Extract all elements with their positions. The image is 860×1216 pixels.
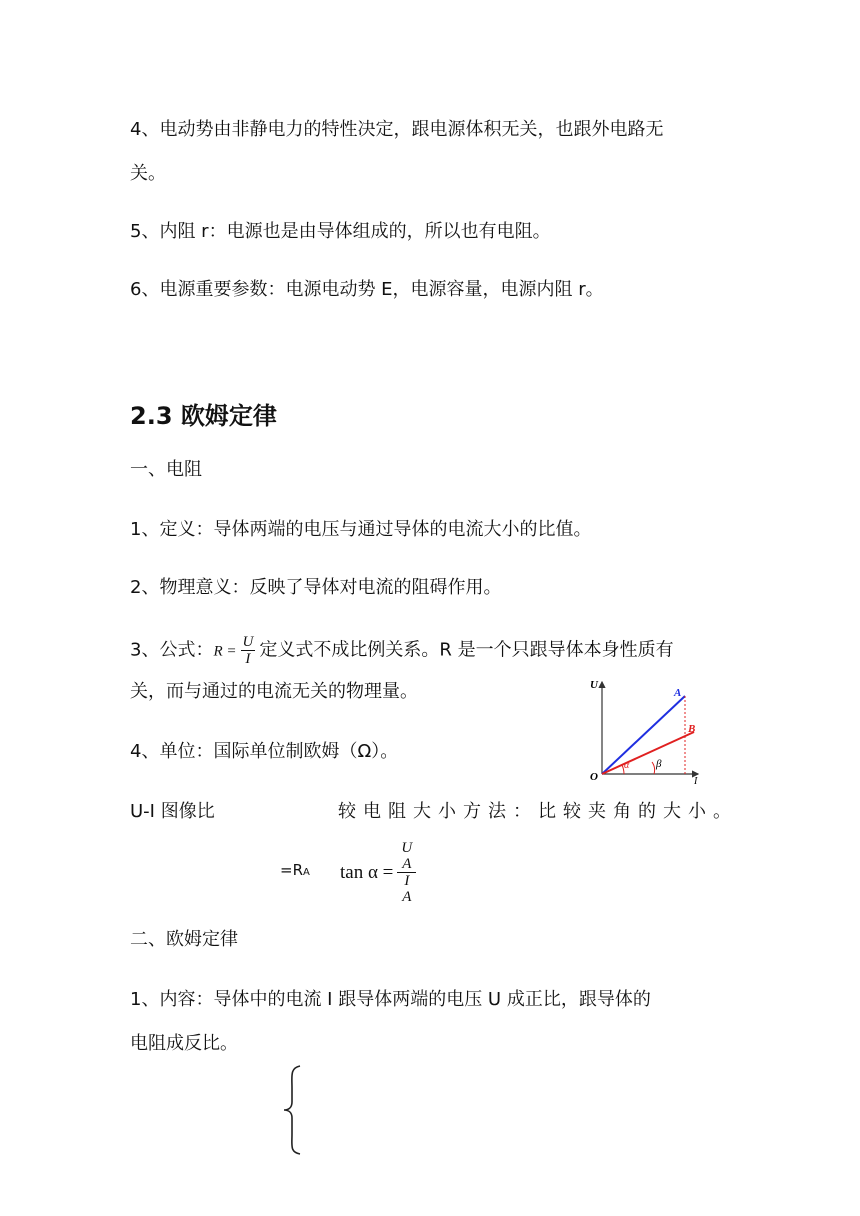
paragraph-5: 5、内阻 r：电源也是由导体组成的，所以也有电阻。 xyxy=(130,221,551,242)
section-heading: 2.3 欧姆定律 xyxy=(130,402,277,430)
ui-graph xyxy=(584,674,704,786)
paragraph-6: 6、电源重要参数：电源电动势 E，电源容量，电源内阻 r。 xyxy=(130,279,604,300)
line-a-label: A xyxy=(674,687,682,699)
tan-formula xyxy=(340,840,420,905)
part-2-heading: 二、欧姆定律 xyxy=(130,929,238,950)
origin-label: O xyxy=(590,771,598,783)
item-2-meaning: 2、物理意义：反映了导体对电流的阻碍作用。 xyxy=(130,577,502,598)
part-1-heading: 一、电阻 xyxy=(130,459,202,480)
tan-lhs: tan α = xyxy=(340,862,394,883)
line-b-label: B xyxy=(688,723,696,735)
tan-fraction xyxy=(397,840,416,905)
ui-graph-left-text: U-I 图像比 xyxy=(130,801,215,822)
law-line-1: 1、内容：导体中的电流 I 跟导体两端的电压 U 成正比，跟导体的 xyxy=(130,989,651,1010)
item-3-formula-line xyxy=(130,634,674,667)
line-a xyxy=(602,696,685,774)
x-axis-label: I xyxy=(694,776,698,786)
line-b xyxy=(602,732,694,774)
ra-text: =R xyxy=(280,861,303,879)
item-3-suffix: 定义式不成比例关系。R 是一个只跟导体本身性质有 xyxy=(259,639,674,661)
item-3-line-2: 关，而与通过的电流无关的物理量。 xyxy=(130,681,418,702)
formula-numerator: U xyxy=(242,634,254,650)
law-line-2: 电阻成反比。 xyxy=(130,1033,238,1054)
tan-denominator: I A xyxy=(402,873,412,905)
ra-subscript: A xyxy=(303,867,310,878)
beta-label: β xyxy=(656,758,662,770)
formula-fraction xyxy=(241,634,256,667)
tan-numerator: U A xyxy=(397,840,416,873)
paragraph-4-line-1: 4、电动势由非静电力的特性决定，跟电源体积无关，也跟外电路无 xyxy=(130,119,664,140)
formula-denominator: I xyxy=(245,651,251,667)
item-3-prefix: 3、公式： xyxy=(130,639,214,661)
paragraph-4-line-2: 关。 xyxy=(130,163,166,184)
beta-arc xyxy=(652,762,655,774)
alpha-label: α xyxy=(624,760,630,771)
item-4-unit: 4、单位：国际单位制欧姆（Ω）。 xyxy=(130,741,399,762)
ui-graph-right-text: 较电阻大小方法：比较夹角的大小。 xyxy=(338,801,738,822)
item-1-definition: 1、定义：导体两端的电压与通过导体的电流大小的比值。 xyxy=(130,519,592,540)
y-axis-label: U xyxy=(590,679,598,691)
ra-label xyxy=(280,858,310,885)
left-brace xyxy=(282,1064,306,1156)
formula-lhs: R = xyxy=(213,643,237,660)
